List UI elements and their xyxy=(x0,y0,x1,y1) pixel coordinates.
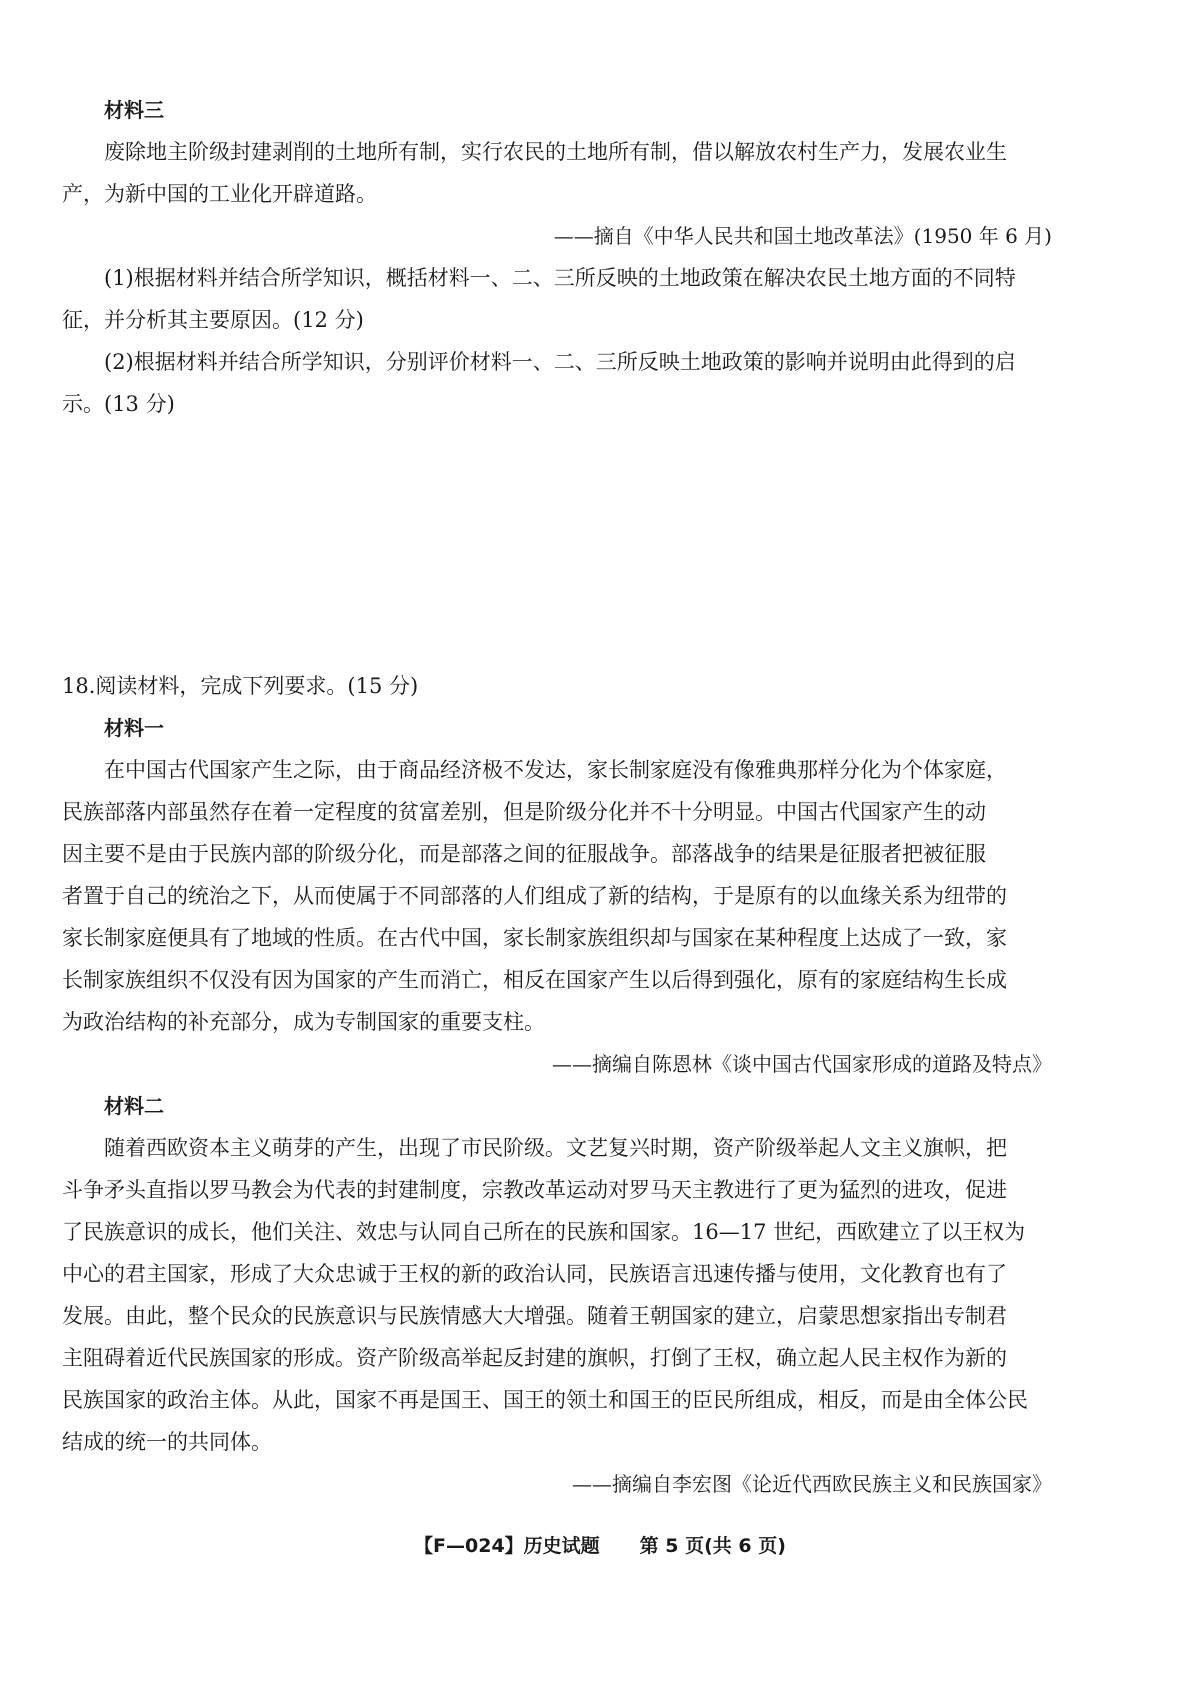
page-footer xyxy=(0,1532,1200,1560)
material-1-line: 民族部落内部虽然存在着一定程度的贫富差别，但是阶级分化并不十分明显。中国古代国家产生的动 xyxy=(62,800,986,824)
question-2-line: 示。(13 分) xyxy=(62,392,175,416)
material-2-heading: 材料二 xyxy=(104,1094,164,1118)
material-1-line: 因主要不是由于民族内部的阶级分化，而是部落之间的征服战争。部落战争的结果是征服者把被征服 xyxy=(62,842,986,866)
material-1-line: 长制家族组织不仅没有因为国家的产生而消亡，相反在国家产生以后得到强化，原有的家庭结构生长成 xyxy=(62,968,1007,992)
material-2-source: ——摘编自李宏图《论近代西欧民族主义和民族国家》 xyxy=(572,1472,1052,1496)
material-3-line: 废除地主阶级封建剥削的土地所有制，实行农民的土地所有制，借以解放农村生产力，发展农业生 xyxy=(104,140,1007,164)
material-2-line: 结成的统一的共同体。 xyxy=(62,1430,272,1454)
material-2-line: 中心的君主国家，形成了大众忠诚于王权的新的政治认同，民族语言迅速传播与使用，文化教育也有了 xyxy=(62,1262,1007,1286)
question-1-line: (1)根据材料并结合所学知识，概括材料一、二、三所反映的土地政策在解决农民土地方面的不同特 xyxy=(104,266,1016,290)
material-1-line: 家长制家庭便具有了地域的性质。在古代中国，家长制家族组织却与国家在某种程度上达成了一致，家 xyxy=(62,926,1007,950)
question-18-title: 18.阅读材料，完成下列要求。(15 分) xyxy=(62,674,419,698)
material-1-source: ——摘编自陈恩林《谈中国古代国家形成的道路及特点》 xyxy=(552,1052,1052,1076)
material-1-heading: 材料一 xyxy=(104,716,164,740)
exam-code: 【F—024】历史试题 xyxy=(414,1535,600,1557)
material-2-line: 民族国家的政治主体。从此，国家不再是国王、国王的领土和国王的臣民所组成，相反，而是由全体公民 xyxy=(62,1388,1028,1412)
material-1-line: 者置于自己的统治之下，从而使属于不同部落的人们组成了新的结构，于是原有的以血缘关系为纽带的 xyxy=(62,884,1007,908)
material-1-line: 在中国古代国家产生之际，由于商品经济极不发达，家长制家庭没有像雅典那样分化为个体家庭， xyxy=(104,758,1007,782)
material-2-line: 发展。由此，整个民众的民族意识与民族情感大大增强。随着王朝国家的建立，启蒙思想家指出专制君 xyxy=(62,1304,1007,1328)
page-number: 第 5 页(共 6 页) xyxy=(639,1535,786,1557)
material-1-line: 为政治结构的补充部分，成为专制国家的重要支柱。 xyxy=(62,1010,545,1034)
material-3-heading: 材料三 xyxy=(104,98,164,122)
material-2-line: 斗争矛头直指以罗马教会为代表的封建制度，宗教改革运动对罗马天主教进行了更为猛烈的进攻，促进 xyxy=(62,1178,1007,1202)
question-1-line: 征，并分析其主要原因。(12 分) xyxy=(62,308,364,332)
material-2-line: 随着西欧资本主义萌芽的产生，出现了市民阶级。文艺复兴时期，资产阶级举起人文主义旗帜，把 xyxy=(104,1136,1007,1160)
material-3-line: 产，为新中国的工业化开辟道路。 xyxy=(62,182,377,206)
material-2-line: 主阻碍着近代民族国家的形成。资产阶级高举起反封建的旗帜，打倒了王权，确立起人民主权作为新的 xyxy=(62,1346,1007,1370)
material-2-line: 了民族意识的成长，他们关注、效忠与认同自己所在的民族和国家。16—17 世纪，西欧建立了以王权为 xyxy=(62,1220,1026,1244)
material-3-source: ——摘自《中华人民共和国土地改革法》(1950 年 6 月) xyxy=(553,224,1052,248)
question-2-line: (2)根据材料并结合所学知识，分别评价材料一、二、三所反映土地政策的影响并说明由此得到的启 xyxy=(104,350,1016,374)
